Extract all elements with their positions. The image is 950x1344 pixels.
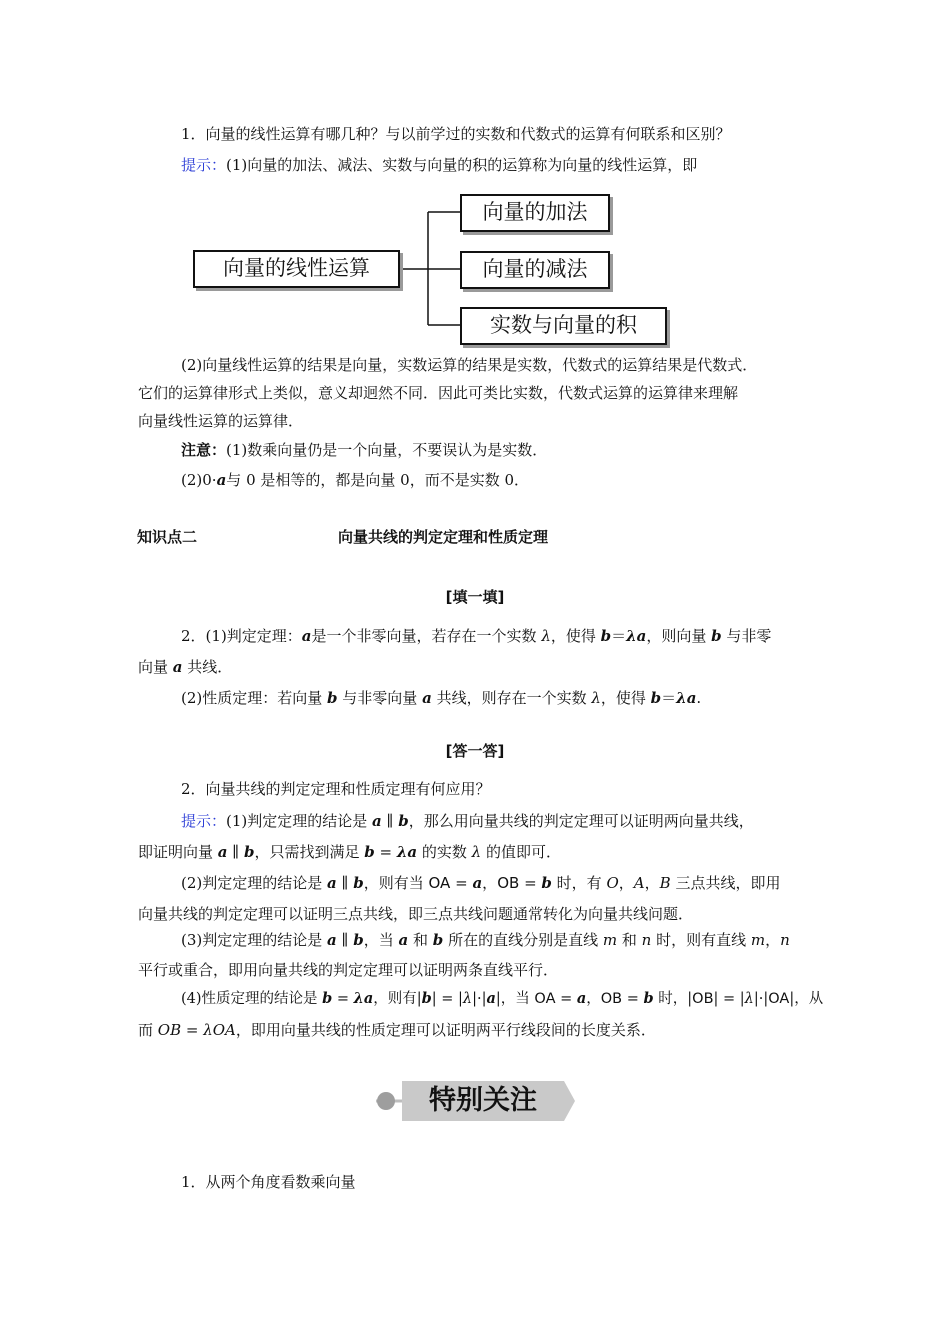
math-var: a [422, 689, 432, 707]
text-segment: 向量 [138, 658, 173, 676]
text-segment: ∥ [336, 931, 354, 949]
hint-label: 提示： [181, 156, 227, 174]
math-var: O [606, 874, 619, 892]
diagram-branch-scalar: 实数与向量的积 [460, 307, 667, 345]
text-segment: 时，则有直线 [651, 931, 751, 949]
math-var: b [243, 843, 255, 861]
note-text: 与 0 是相等的，都是向量 0，而不是实数 0． [226, 471, 530, 489]
answer-heading: [答一答] [445, 742, 505, 760]
math-var: b [432, 931, 444, 949]
math-var: b [327, 689, 338, 707]
math-var: b [364, 843, 375, 861]
math-var: b [353, 874, 364, 892]
math-var: a [398, 931, 409, 949]
question-2: 2．向量共线的判定定理和性质定理有何应用？ [181, 780, 491, 798]
note-label: 注意： [181, 441, 227, 459]
text-segment: | = | [431, 991, 463, 1007]
text-segment: ，那么用向量共线的判定定理可以证明两向量共线， [408, 812, 754, 830]
math-var: B [659, 874, 671, 892]
text-segment: |·| [753, 991, 769, 1007]
math-var: λOA [203, 1021, 236, 1039]
math-var: m [750, 931, 766, 949]
hint-text [226, 812, 754, 830]
fill-line-1 [181, 626, 771, 646]
banner-title: 特别关注 [429, 1085, 537, 1116]
text-segment: ， [482, 874, 498, 892]
note-2 [181, 470, 529, 490]
text-segment: 三点共线，即用 [670, 874, 781, 892]
text-segment: ，使得 [600, 689, 651, 707]
text-segment: | = | [713, 991, 745, 1007]
math-var: b [421, 990, 432, 1007]
text-segment: 2．(1)判定定理： [181, 627, 302, 645]
text-segment: 和 [617, 931, 642, 949]
text-segment: ，则向量 [646, 627, 712, 645]
hint-2-line-2 [138, 842, 561, 862]
text-segment: 即证明向量 [138, 843, 218, 861]
section-label: 知识点二 [137, 528, 198, 546]
hint-2-line-1 [181, 811, 754, 831]
text-segment: ＝ [661, 689, 677, 707]
fill-line-2 [138, 657, 232, 677]
math-var: a [486, 990, 496, 1007]
section-title: 向量共线的判定定理和性质定理 [338, 528, 549, 546]
math-var: OB [600, 991, 623, 1007]
text-segment: 和 [408, 931, 433, 949]
text-segment: (2)性质定理：若向量 [181, 689, 328, 707]
text-segment: ， [618, 874, 634, 892]
text-segment: = [181, 1021, 204, 1039]
diagram-branch-add: 向量的加法 [460, 194, 610, 232]
math-var: OA [768, 991, 790, 1007]
text-segment: |，当 [495, 991, 535, 1007]
diagram-branch-subtract: 向量的减法 [460, 251, 610, 289]
text-segment: (1)判定定理的结论是 [226, 812, 373, 830]
math-var: a [472, 874, 483, 892]
math-var: a [576, 990, 587, 1007]
hint-1 [181, 155, 697, 175]
math-var: λa [353, 990, 374, 1007]
question-1: 1．向量的线性运算有哪几种？与以前学过的实数和代数式的运算有何联系和区别？ [181, 125, 731, 143]
hint-5-line-2 [138, 1020, 656, 1040]
hint-4-line-2: 平行或重合，即用向量共线的判定定理可以证明两条直线平行． [138, 961, 559, 979]
text-segment: (3)判定定理的结论是 [181, 931, 328, 949]
math-var: a [217, 843, 228, 861]
text-segment: 时，有 [551, 874, 607, 892]
math-var: λa [676, 689, 697, 707]
math-var: b [398, 812, 409, 830]
math-var: OA [534, 991, 556, 1007]
text-segment: ，则有| [373, 991, 422, 1007]
hint-5-line-1 [181, 989, 823, 1009]
text-segment: 时，| [653, 991, 693, 1007]
text-segment: ，则有当 [363, 874, 429, 892]
note-1 [181, 440, 547, 460]
math-var: a [327, 931, 337, 949]
text-segment: ∥ [227, 843, 244, 861]
hint-3-line-2: 向量共线的判定定理可以证明三点共线，即三点共线问题通常转化为向量共线问题． [138, 905, 694, 923]
text-segment: (2)判定定理的结论是 [181, 874, 328, 892]
math-var: A [633, 874, 645, 892]
math-var: λ [541, 627, 551, 645]
math-var: λa [396, 843, 418, 861]
math-var: λ [744, 991, 754, 1007]
math-var: b [353, 931, 364, 949]
math-var: OB [157, 1021, 182, 1039]
math-var: λ [471, 843, 482, 861]
text-segment: = [555, 991, 577, 1007]
math-var: a [172, 658, 183, 676]
math-var: b [650, 689, 662, 707]
text-segment: (4)性质定理的结论是 [181, 991, 323, 1007]
math-var: m [602, 931, 618, 949]
hint-text: (1)向量的加法、减法、实数与向量的积的运算称为向量的线性运算，即 [226, 156, 698, 174]
text-segment: = [450, 874, 473, 892]
hint-4-line-1 [181, 930, 790, 950]
text-segment: 所在的直线分别是直线 [443, 931, 603, 949]
text-segment: ＝ [611, 627, 627, 645]
hint-label: 提示： [181, 812, 227, 830]
math-var: b [600, 627, 612, 645]
text-segment: ， [586, 991, 601, 1007]
special-attention-banner [372, 1078, 577, 1124]
note-text: (1)数乘向量仍是一个向量，不要误认为是实数． [226, 441, 548, 459]
math-var: b [643, 990, 654, 1007]
text-segment: ，只需找到满足 [254, 843, 365, 861]
text-segment: = [374, 843, 397, 861]
text-segment: 共线． [182, 658, 233, 676]
text-segment: |，从 [789, 991, 824, 1007]
math-var: λ [591, 689, 601, 707]
text-segment: ∥ [336, 874, 354, 892]
paragraph-line: (2)向量线性运算的结果是向量，实数运算的结果是实数，代数式的运算结果是代数式． [181, 356, 758, 374]
math-var: b [322, 990, 333, 1007]
text-segment: 的实数 [417, 843, 472, 861]
text-segment: 共线，则存在一个实数 [431, 689, 592, 707]
math-var: a [327, 874, 337, 892]
math-var: OB [497, 874, 520, 892]
math-var: OA [428, 874, 451, 892]
math-var: OB [692, 991, 714, 1007]
hint-3-line-1 [181, 873, 780, 893]
text-segment: ， [644, 874, 660, 892]
text-segment: ，使得 [550, 627, 601, 645]
text-segment: = [519, 874, 542, 892]
text-segment: 与非零 [721, 627, 772, 645]
math-var: n [780, 931, 790, 949]
text-segment: ，即用向量共线的性质定理可以证明两平行线段间的长度关系． [235, 1021, 656, 1039]
math-var: b [711, 627, 722, 645]
text-segment: ∥ [381, 812, 399, 830]
text-segment: 的值即可． [481, 843, 561, 861]
text-segment: . [696, 689, 702, 707]
math-var: λ [462, 991, 473, 1007]
math-var: λa [626, 627, 647, 645]
paragraph-line: 它们的运算律形式上类似，意义却迥然不同．因此可类比实数，代数式运算的运算律来理解 [138, 384, 739, 402]
math-var: a [372, 812, 382, 830]
text-segment: = [332, 991, 354, 1007]
text-segment: 而 [138, 1021, 158, 1039]
math-var: n [641, 931, 652, 949]
text-segment: = [622, 991, 644, 1007]
var: a [216, 471, 227, 489]
fill-line-3 [181, 688, 701, 708]
paragraph-line: 向量线性运算的运算律． [138, 412, 304, 430]
fill-heading: [填一填] [445, 588, 505, 606]
math-var: a [301, 627, 312, 645]
special-item-1: 1．从两个角度看数乘向量 [181, 1173, 356, 1191]
note-text: (2)0· [181, 471, 217, 489]
diagram-root: 向量的线性运算 [193, 250, 400, 288]
text-segment: ， [765, 931, 781, 949]
text-segment: |·| [472, 991, 487, 1007]
math-var: b [541, 874, 552, 892]
text-segment: ，当 [363, 931, 399, 949]
text-segment: 与非零向量 [337, 689, 423, 707]
text-segment: 是一个非零向量，若存在一个实数 [311, 627, 542, 645]
